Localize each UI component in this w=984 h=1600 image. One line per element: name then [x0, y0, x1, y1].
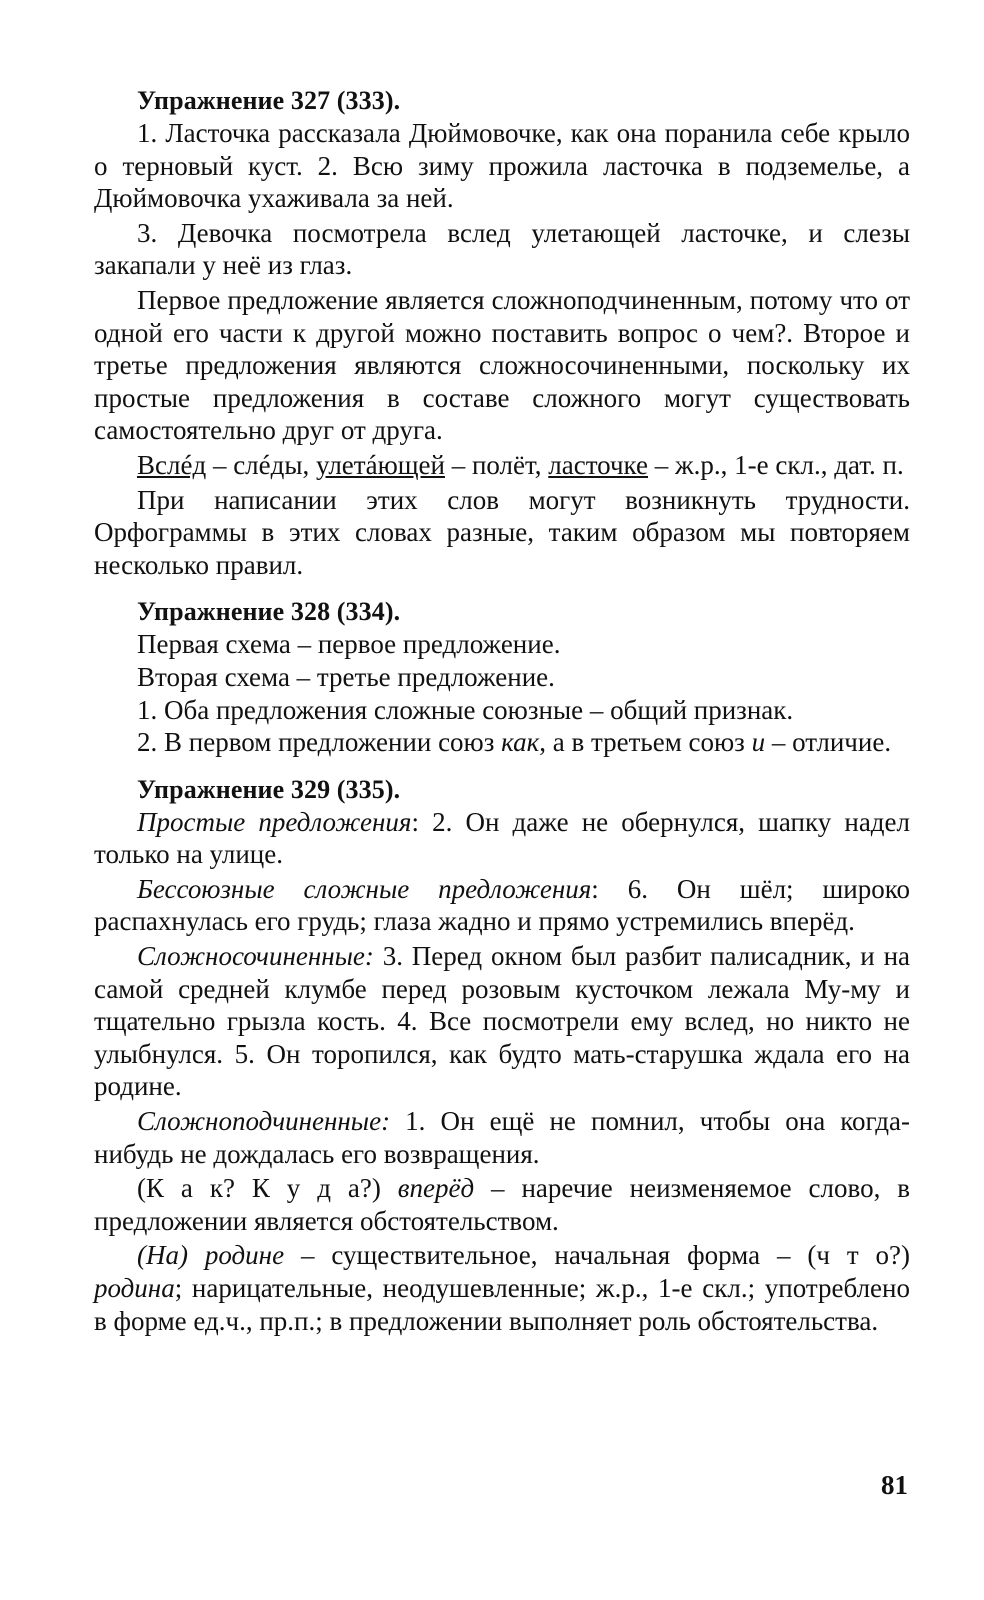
rodine-text-2: ; нарицательные, неодушевленные; ж.р., 1-е скл.; употреблено в форме ед.ч., пр.п.; в предложении выполняет роль обстоятельства.	[94, 1273, 910, 1336]
compound-text: 3. Перед окном был разбит палисадник, и на самой средней клумбе перед розовым кусточком лежала Му-му и тщательно грызла кость. 4. Все посмотрели ему вслед, но никто не улыбнулся. 5. Он торопился, как будто мать-старушка ждала его на родине.	[94, 941, 910, 1102]
exercise-329-rodine	[94, 1239, 910, 1337]
asyndetic-text: : 6. Он шёл; широко распахнулась его грудь; глаза жадно и прямо устремились вперёд.	[94, 873, 910, 937]
word-lastochke: ласточке	[548, 449, 648, 480]
word-analysis-text-2: – полёт,	[444, 449, 549, 480]
simple-text: : 2. Он даже не обернулся, шапку надел только на улице.	[94, 806, 910, 870]
word-analysis-text-3: – ж.р., 1-е скл., дат. п.	[648, 449, 904, 480]
label-compound: Сложносочиненные:	[137, 941, 374, 972]
exercise-328-line-4	[94, 726, 910, 759]
exercise-327-sentence-3: 3. Девочка посмотрела вслед улетающей ласточке, и слезы закапали у неё из глаз.	[94, 217, 910, 281]
exercise-329-simple	[94, 806, 910, 871]
exercise-328-line-2: Вторая схема – третье предложение.	[137, 661, 555, 692]
label-simple: Простые предложения	[137, 806, 412, 837]
exercise-329-asyndetic	[94, 873, 910, 938]
exercise-327-sentences-1-2: 1. Ласточка рассказала Дюймовочке, как она поранила себе крыло о терновый куст. 2. Всю зиму прожила ласточка в подземелье, а Дюймовочка ухаживала за ней.	[94, 118, 910, 214]
conjunction-i: и	[751, 727, 766, 758]
vpered-text: – наречие неизменяемое слово, в предложении является обстоятельством.	[94, 1173, 911, 1236]
word-rodina: родина	[94, 1273, 175, 1303]
word-uletayushchey: улетáющей	[316, 449, 445, 480]
word-na-rodine: (На) родине	[137, 1240, 285, 1271]
word-vsled: Вслéд	[137, 449, 207, 480]
exercise-327-word-analysis	[94, 449, 910, 482]
rodine-text-1: – существительное, начальная форма – (ч т о?)	[284, 1240, 910, 1271]
exercise-327-explanation: Первое предложение является сложноподчиненным, потому что от одной его части к другой можно поставить вопрос о чем?. Второе и третье предложения являются сложносочиненными, поскольку их простые предложения в составе сложного могут существовать самостоятельно друг от друга.	[94, 284, 910, 446]
exercise-329-compound	[94, 940, 910, 1103]
exercise-327-conclusion: При написании этих слов могут возникнуть трудности. Орфограммы в этих словах разные, таким образом мы повторяем несколько правил.	[94, 484, 910, 580]
line-4-part-b: , а в третьем союз	[539, 727, 752, 758]
line-4-part-c: – отличие.	[765, 727, 892, 758]
question-kak-kuda: (К а к? К у д а?)	[137, 1173, 398, 1204]
complex-text: 1. Он ещё не помнил, чтобы она когда-нибудь не дождалась его возвращения.	[94, 1106, 910, 1169]
label-complex: Сложноподчиненные:	[137, 1106, 391, 1137]
exercise-327-title: Упражнение 327 (333).	[137, 86, 401, 115]
word-analysis-text-1: – слéды,	[206, 449, 317, 480]
label-asyndetic: Бессоюзные сложные предложения	[137, 873, 592, 904]
exercise-328-title: Упражнение 328 (334).	[137, 597, 401, 627]
word-vpered: вперёд	[397, 1173, 475, 1204]
exercise-328-line-1: Первая схема – первое предложение.	[137, 629, 561, 660]
exercise-329-vpered	[94, 1172, 910, 1237]
exercise-329-title: Упражнение 329 (335).	[137, 774, 401, 804]
conjunction-kak: как	[501, 727, 540, 758]
line-4-part-a: 2. В первом предложении союз	[137, 727, 502, 758]
exercise-329-complex	[94, 1105, 910, 1170]
page-number: 81	[881, 1470, 908, 1500]
exercise-328-line-3: 1. Оба предложения сложные союзные – общий признак.	[137, 694, 794, 725]
